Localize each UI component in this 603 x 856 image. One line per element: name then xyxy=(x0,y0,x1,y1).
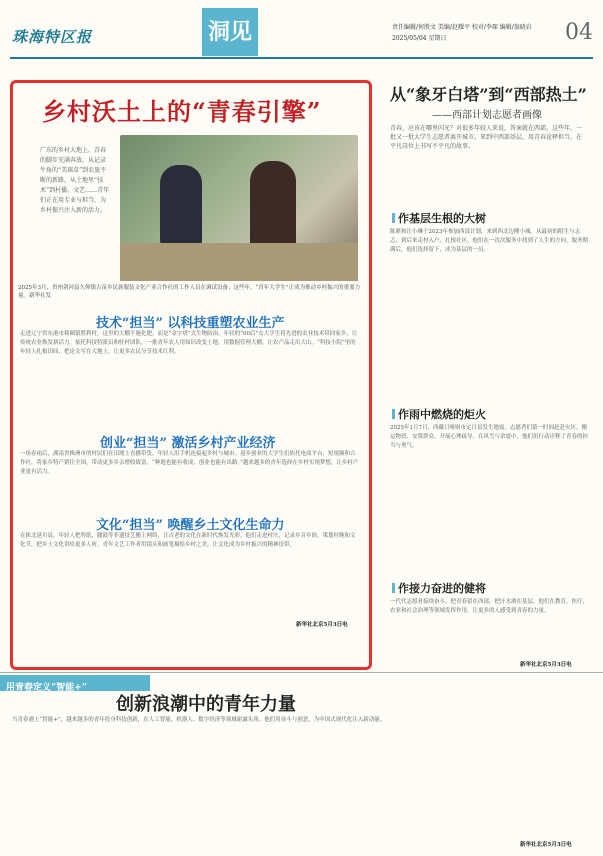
right-lead: 青春，应该在哪里闪光？对很多年轻人来说，答案就在西部。这些年，一批又一批大学生志愿者离开城市，来到中西部基层，用青春诠释担当，在平凡岗位上书写不平凡的故事。 xyxy=(390,125,583,150)
photo-figure xyxy=(250,161,296,253)
column-tab xyxy=(202,8,258,56)
editor-line: 责任编辑/何胜文 美编/赵耀平 校对/李琛 编辑/翁晓岩 xyxy=(392,24,532,31)
section-body-culture: 在陕北延川县，年轻人把剪纸、腰鼓等非遗技艺搬上网络，让古老的文化在新时代焕发光彩。他们走进村庄，记录乡音乡俗，策划村晚和文化节，把乡土文化讲给更多人听。青年文艺工作者用镜头和画笔描绘乡村之美，让文化成为乡村振兴的精神纽带。 xyxy=(20,533,356,548)
main-photo xyxy=(120,135,358,281)
photo-background xyxy=(120,243,358,281)
main-byline: 新华社北京5月3日电 xyxy=(296,622,348,628)
masthead: 珠海特区报 xyxy=(12,28,93,46)
main-lead: 广东的乡村大地上，青春的脚步充满奔放。从记录牛角的“美瑶草”到农旅不断的新路，从土地里“技术”到村播、文艺……青年们正在用专业与担当，为乡村振兴注入新的活力。 xyxy=(40,147,110,214)
right-subheadline: ——西部计划志愿者画像 xyxy=(432,110,542,121)
right-section-heading: 作雨中燃烧的炬火 xyxy=(392,406,486,422)
section-body-business: 一场春雨后，湖南省株洲市的村民们在田埂上直播带货，年轻人用手机连接起乡村与城市。返乡创业的大学生们依托电商平台、短视频和合作社，将家乡特产销往全国，带动更多乡亲增收致富。“种地也能有收成，创业也能有出路。”越来越多的青年选择在乡村实现梦想，让乡村产业更有活力。 xyxy=(20,451,359,475)
right-section-heading: 作基层生根的大树 xyxy=(392,210,486,226)
header-rule xyxy=(10,57,593,59)
section-heading-business: 创业“担当” 激活乡村产业经济 xyxy=(100,436,276,451)
bottom-body: 当青春遇上“智能+”，越来越多的青年投身科技创新，在人工智能、机器人、数字经济等领域崭露头角。他们用奋斗与创意，为中国式现代化注入新动能。 xyxy=(12,717,386,723)
bottom-band xyxy=(0,675,150,691)
bottom-band-label: 用青春定义“智能+” xyxy=(6,683,87,693)
page-number: 04 xyxy=(565,20,593,45)
right-section-body: 陈紧和汪小琳于2023年参加西部计划，来到西北边陲小城。从最初的陌生与忐忑，到后来走村入户、扎根社区，他们在一次次服务中找到了人生的方向。服务期满后，他们选择留下，成为基层的一员。 xyxy=(390,229,588,253)
right-section-heading: 作接力奋进的健将 xyxy=(392,580,486,596)
photo-caption: 2025年3月，贵州剑河县久仰镇古苗乡民族服装文化产业合作社的工作人员在调试设备；这些年，“青年大学生”正成为推动乡村振兴的重要力量。新华社发 xyxy=(18,285,361,299)
section-body-tech: 走进辽宁省东港市椅圈镇胜利村，这里的大棚不施化肥，而是“金字塔”式生物防治。年轻的“00后”女大学生将先进的农业技术带回家乡，让传统农业焕发新活力。依托科技特派员和驻村团队，一批青年农人用知识改变土地，用数据管理大棚，让农产品走出大山。“科技小院”里的年轻人扎根田间，把论文写在大地上，让更多农民分享技术红利。 xyxy=(20,331,358,355)
right-section-body: 2025年1月7日，西藏日喀则市定日县发生地震。志愿者们第一时间赶赴灾区，搬运物资、安置群众、开展心理疏导。在风雪与余震中，他们用行动诠释了青春的担当与勇气。 xyxy=(390,425,588,449)
date-line: 2025/05/04 星期日 xyxy=(392,35,447,42)
section-divider xyxy=(0,672,603,673)
right-byline: 新华社北京5月3日电 xyxy=(520,662,572,668)
main-headline: 乡村沃土上的“青春引擎” xyxy=(42,97,322,126)
bottom-headline: 创新浪潮中的青年力量 xyxy=(116,694,296,715)
editor-info xyxy=(392,22,532,44)
right-section-body: 一代代志愿者接续奋斗，把青春留在西部，把汗水洒在基层。他们在教育、医疗、农业和社会治理等领域发挥作用，让更多的人感受到青春的力量。 xyxy=(390,599,588,614)
photo-figure xyxy=(160,165,202,245)
bottom-byline: 新华社北京5月3日电 xyxy=(520,842,572,848)
section-heading-tech: 技术“担当” 以科技重塑农业生产 xyxy=(96,316,285,331)
column-name: 洞见 xyxy=(207,19,252,45)
section-heading-culture: 文化“担当” 唤醒乡土文化生命力 xyxy=(96,518,285,533)
page-header xyxy=(0,0,603,62)
right-headline: 从“象牙白塔”到“西部热土” xyxy=(390,85,587,104)
